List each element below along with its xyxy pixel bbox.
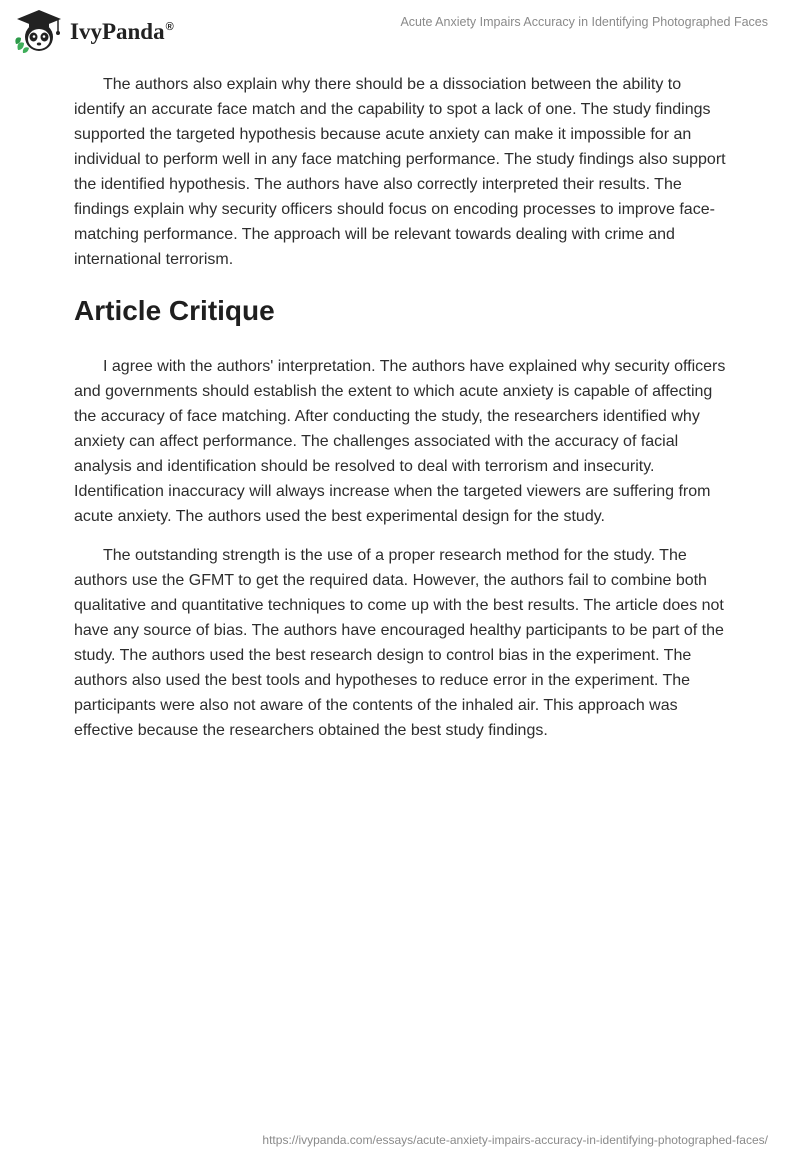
- ivypanda-logo[interactable]: [14, 8, 174, 54]
- document-body: [74, 72, 734, 743]
- document-title: Acute Anxiety Impairs Accuracy in Identifying Photographed Faces: [400, 15, 768, 29]
- page-header: [0, 0, 800, 60]
- body-paragraph: I agree with the authors' interpretation. The authors have explained why security officers and governments should establish the extent to which acute anxiety is capable of affecting the accuracy of face matching. After conducting the study, the researchers identified why anxiety can affect performance. The challenges associated with the accuracy of facial analysis and identification should be resolved to deal with terrorism and insecurity. Identification inaccuracy will always increase when the targeted viewers are suffering from acute anxiety. The authors used the best experimental design for the study.: [74, 358, 726, 525]
- body-paragraph: The authors also explain why there should be a dissociation between the ability to identify an accurate face match and the capability to spot a lack of one. The study findings supported the targeted hypothesis because acute anxiety can make it impossible for an individual to perform well in any face matching performance. The study findings also support the identified hypothesis. The authors have also correctly interpreted their results. The findings explain why security officers should focus on encoding processes to improve face-matching performance. The approach will be relevant towards dealing with crime and international terrorism.: [74, 76, 726, 268]
- panda-graduate-icon: [14, 8, 64, 54]
- source-url[interactable]: https://ivypanda.com/essays/acute-anxiety-impairs-accuracy-in-identifying-photographed-faces/: [262, 1133, 768, 1147]
- section-heading-article-critique: Article Critique: [74, 295, 275, 326]
- logo-wordmark: IvyPanda®: [70, 19, 174, 44]
- body-paragraph: The outstanding strength is the use of a proper research method for the study. The authors use the GFMT to get the required data. However, the authors fail to combine both qualitative and quantitative techniques to come up with the best results. The article does not have any source of bias. The authors have encouraged healthy participants to be part of the study. The authors used the best research design to control bias in the experiment. The authors also used the best tools and hypotheses to reduce error in the experiment. The participants were also not aware of the contents of the inhaled air. This approach was effective because the researchers obtained the best study findings.: [74, 547, 724, 739]
